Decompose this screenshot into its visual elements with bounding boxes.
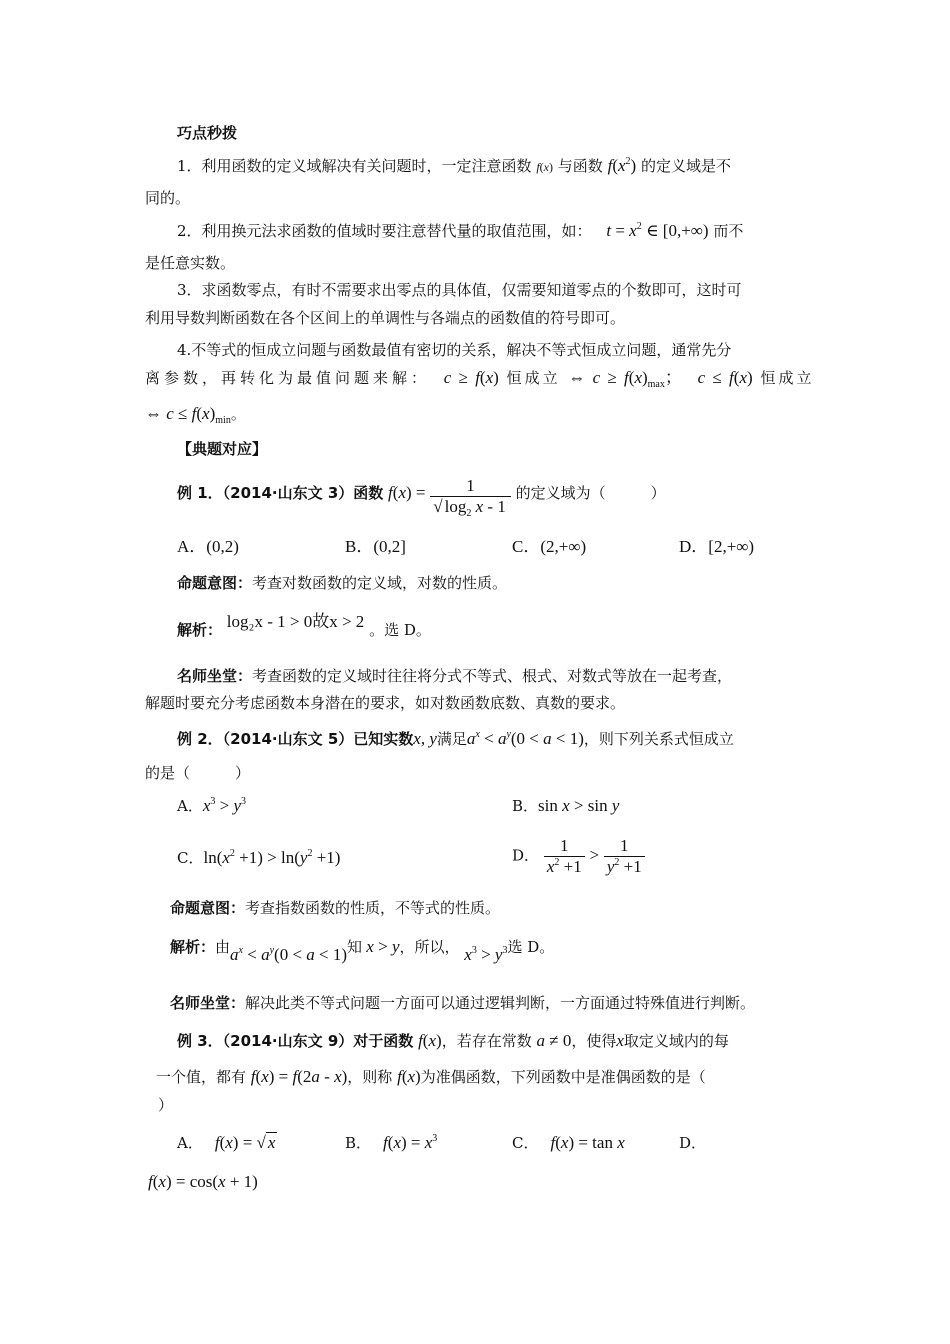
tip-3-line-2: 利用导数判断函数在各个区间上的单调性与各端点的函数值的符号即可。 [145,309,626,327]
label: 命题意图： [177,574,253,592]
label: 名师坐堂： [170,994,246,1012]
formula: f(x) [418,1031,442,1050]
formula: $f(x) = x^3$ [383,1133,438,1152]
text: 知 [347,938,363,956]
formula-fraction: $\frac{1}{√ \log_2 x - 1}$ [430,476,511,517]
tip-3-line-1: 3．求函数零点，有时不需要求出零点的具体值，仅需要知道零点的个数即可，这时可 [177,281,742,299]
section-title: 巧点秒拨 [177,124,238,142]
example-3-option-b [345,1133,437,1153]
example-2-option-c [177,848,340,868]
formula: a ≠ 0 [536,1031,572,1050]
example-3-option-d: D． [679,1134,707,1152]
text: 为准偶函数，下列函数中是准偶函数的是（ [420,1068,706,1086]
formula: f(x) = √ x [214,1133,276,1152]
text: 由 [215,938,231,956]
text: 考查函数的定义域时往往将分式不等式、根式、对数式等放在一起考查， [252,667,733,685]
text: ，则下列关系式恒成立 [583,730,734,748]
text: ，使得 [571,1032,617,1050]
formula: ⇔ $c \le f(x)_{min}$ [145,404,231,426]
formula: > [589,845,600,865]
example-3-option-d-formula: f(x) = cos(x + 1) [148,1172,258,1191]
tip-1-line-1 [177,156,731,177]
example-2-intent [170,898,500,918]
example-1-teacher-1 [177,666,732,686]
example-1-option-b: B．(0,2] [345,537,406,556]
option-label: B． [345,1134,372,1152]
example-2-teacher [170,993,755,1013]
example-3-option-a [177,1133,277,1153]
text: 取定义域内的每 [623,1032,729,1050]
formula: f(x) = tan x [550,1133,625,1152]
example-head: 例 2．（2014·山东文 5）已知实数 [177,730,414,748]
example-2-option-a [177,796,246,816]
example-1-option-d: D．[2,+∞) [679,537,755,556]
formula: x, y [413,729,437,748]
tip-text: 恒成立 [760,369,815,387]
example-1-intent [177,573,507,593]
example-1-option-a: A．(0,2) [177,537,239,556]
text: 考查指数函数的性质，不等式的性质。 [245,899,501,917]
example-3-question [177,1031,729,1051]
formula: log₂x - 1 > 0故x > 2 [226,612,365,631]
text: ，则称 [347,1068,393,1086]
formula: $a^x < a^y(0 < a < 1)$ [466,729,584,748]
tip-text: 恒成立 [506,369,561,387]
tip-4-line-3 [145,404,246,424]
text: ，若存在常数 [441,1032,532,1050]
tip-text: 的定义域是不 [640,157,731,175]
example-head: 例 1．（2014·山东文 3）函数 [177,484,384,502]
section-heading: 【典题对应】 [177,440,268,458]
tip-4-line-2 [145,368,814,388]
text: 。选 D。 [369,621,431,639]
tip-text: 而不 [713,222,744,240]
option-label: B． [512,797,539,815]
formula: $x^3 > y^3$ [464,945,508,964]
example-1-question [177,476,666,517]
formula: $x^3 > y^3$ [202,796,247,815]
tip-2-line-1 [177,221,743,241]
text: 满足 [436,730,467,748]
formula: ( [539,160,544,174]
formula: x > y [366,937,400,956]
example-2-question [177,729,734,749]
text: 考查对数函数的定义域，对数的性质。 [252,574,508,592]
example-1-solution [177,612,431,639]
example-2-option-d [512,836,645,877]
tip-text: 2．利用换元法求函数的值域时要注意替代量的取值范围，如： [177,222,592,240]
formula: $t = x^2$ ∈ [0,+∞) [606,221,709,240]
text: 选 D。 [507,938,555,956]
tip-text: 离参数，再转化为最值问题来解： [145,369,431,387]
example-1-option-c: C．(2,+∞) [512,537,587,556]
option-label: C． [512,1134,539,1152]
text: 一个值，都有 [156,1068,247,1086]
text: 解决此类不等式问题一方面可以通过逻辑判断，一方面通过特殊值进行判断。 [245,994,756,1012]
option-label: A． [177,1134,203,1152]
tip-1-line-2: 同的。 [145,189,191,207]
example-3-option-c [512,1133,625,1153]
formula: $a^x < a^y(0 < a < 1)$ [230,945,348,964]
example-head: 例 3．（2014·山东文 9）对于函数 [177,1032,414,1050]
example-2-option-b [512,796,619,816]
formula: ⇔ $c \ge f(x)_{max}$； [568,368,682,390]
label: 名师坐堂： [177,667,253,685]
formula: f(x) [397,1067,421,1086]
example-3-question-line-2 [156,1067,706,1087]
example-2-solution [170,937,555,964]
formula-fraction: $\frac{1}{x^2 +1}$ [544,836,585,877]
tip-text: 1．利用函数的定义域解决有关问题时，一定注意函数 [177,157,532,175]
example-2-question-line-2: 的是（ ） [145,764,251,782]
option-label: C． [177,849,204,867]
formula: ) [549,160,553,174]
tip-text: 。 [230,405,246,423]
label: 解析： [170,938,216,956]
formula: c ≥ f(x) [443,368,499,387]
formula: x [616,1031,624,1050]
option-label: D． [512,846,540,865]
formula: f [607,156,613,175]
option-label: A． [177,797,203,815]
formula: $\ln(x^2 +1) > \ln(y^2 +1)$ [203,848,341,867]
formula-fraction: $\frac{1}{y^2 +1}$ [604,836,645,877]
formula: sin x > sin y [538,796,620,815]
formula: $(x^2)$ [612,156,637,175]
formula: c ≤ f(x) [697,368,753,387]
text: ，所以， [399,938,460,956]
tip-text: 与函数 [557,157,603,175]
example-tail: 的定义域为（ ） [515,484,666,502]
formula: f(x) = f(2a - x) [250,1067,348,1086]
formula: f(x) = [388,483,426,502]
label: 解析： [177,621,223,639]
label: 命题意图： [170,899,246,917]
formula: f [536,160,540,174]
tip-4-line-1: 4.不等式的恒成立问题与函数最值有密切的关系，解决不等式恒成立问题，通常先分 [177,341,732,359]
example-3-question-line-3: ） [158,1096,174,1114]
formula: x [543,160,549,174]
tip-2-line-2: 是任意实数。 [145,254,236,272]
example-1-teacher-2: 解题时要充分考虑函数本身潜在的要求，如对数函数底数、真数的要求。 [145,694,626,712]
